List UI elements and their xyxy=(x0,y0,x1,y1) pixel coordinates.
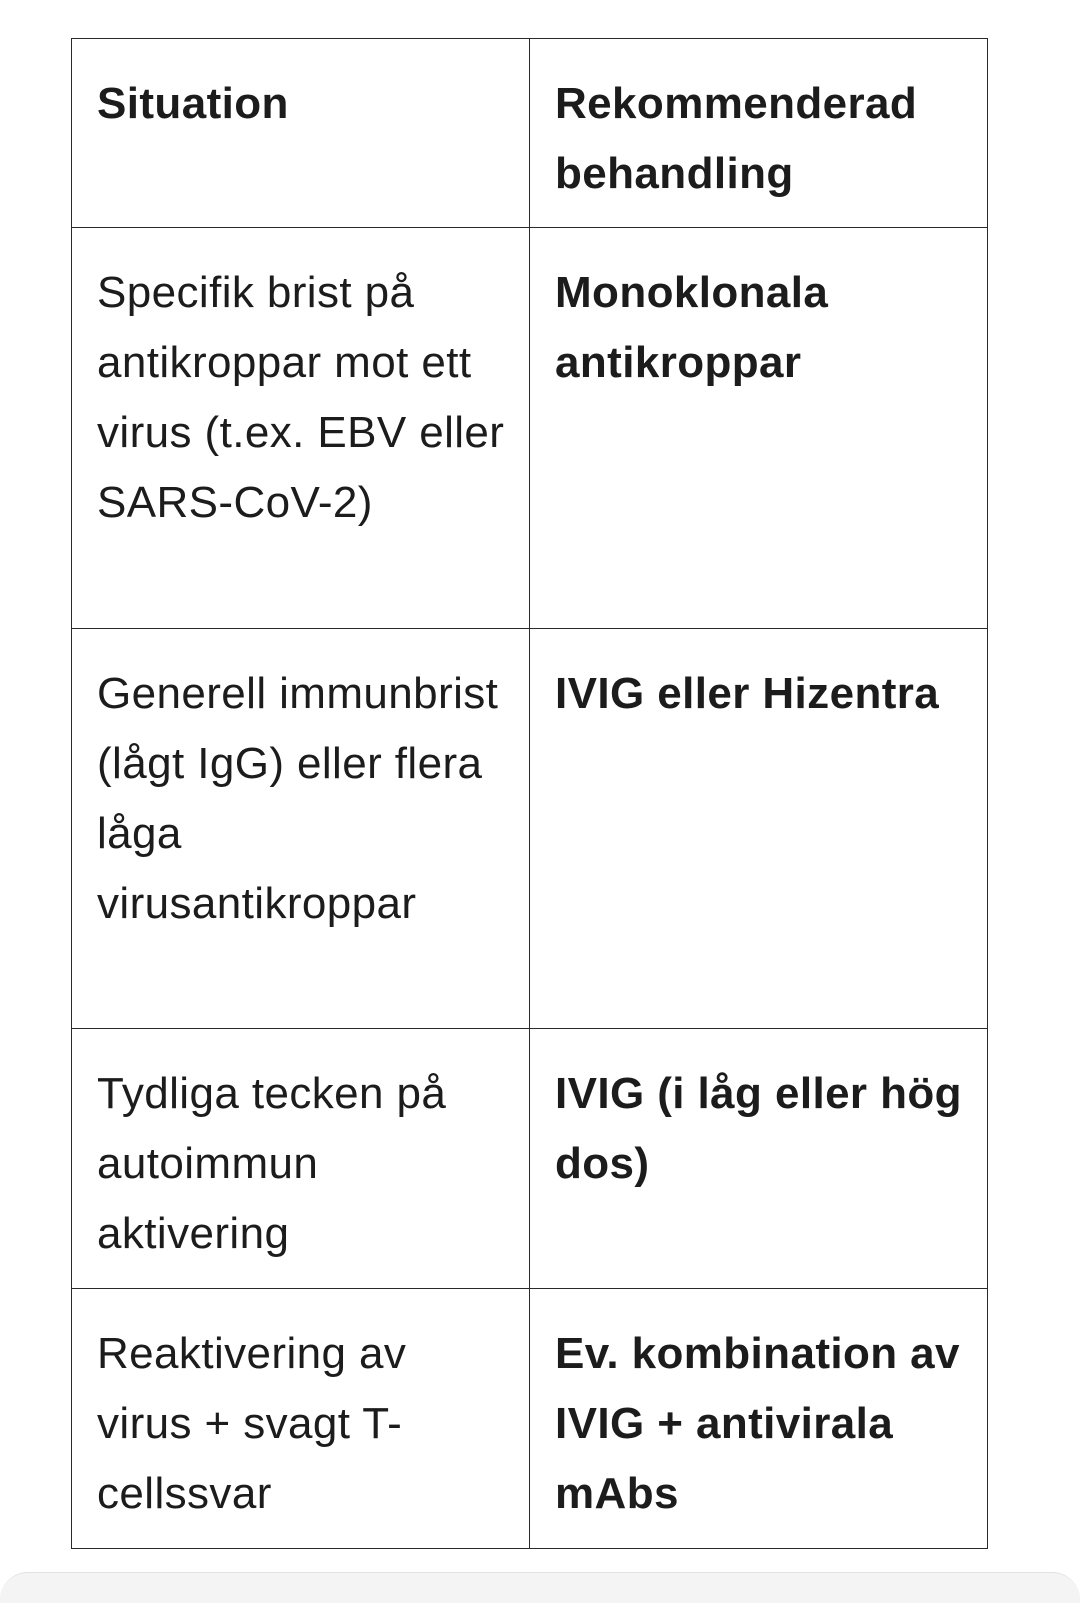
treatment-table xyxy=(71,38,988,1549)
header-treatment: Rekommenderad behandling xyxy=(530,39,988,228)
cell-situation: Specifik brist på antikroppar mot ett virus (t.ex. EBV eller SARS-CoV-2) xyxy=(72,228,530,629)
cell-situation: Reaktivering av virus + svagt T-cellssvar xyxy=(72,1289,530,1549)
table-header-row xyxy=(72,39,988,228)
table-row xyxy=(72,629,988,1029)
cell-treatment: IVIG eller Hizentra xyxy=(530,629,988,1029)
cell-treatment: Ev. kombination av IVIG + antivirala mAbs xyxy=(530,1289,988,1549)
header-situation: Situation xyxy=(72,39,530,228)
cell-treatment: Monoklonala antikroppar xyxy=(530,228,988,629)
cell-situation: Generell immunbrist (lågt IgG) eller flera låga virusantikroppar xyxy=(72,629,530,1029)
table-row xyxy=(72,1029,988,1289)
cell-treatment: IVIG (i låg eller hög dos) xyxy=(530,1029,988,1289)
table-row xyxy=(72,1289,988,1549)
table-row xyxy=(72,228,988,629)
cell-situation: Tydliga tecken på autoimmun aktivering xyxy=(72,1029,530,1289)
bottom-sheet-edge xyxy=(0,1572,1080,1603)
